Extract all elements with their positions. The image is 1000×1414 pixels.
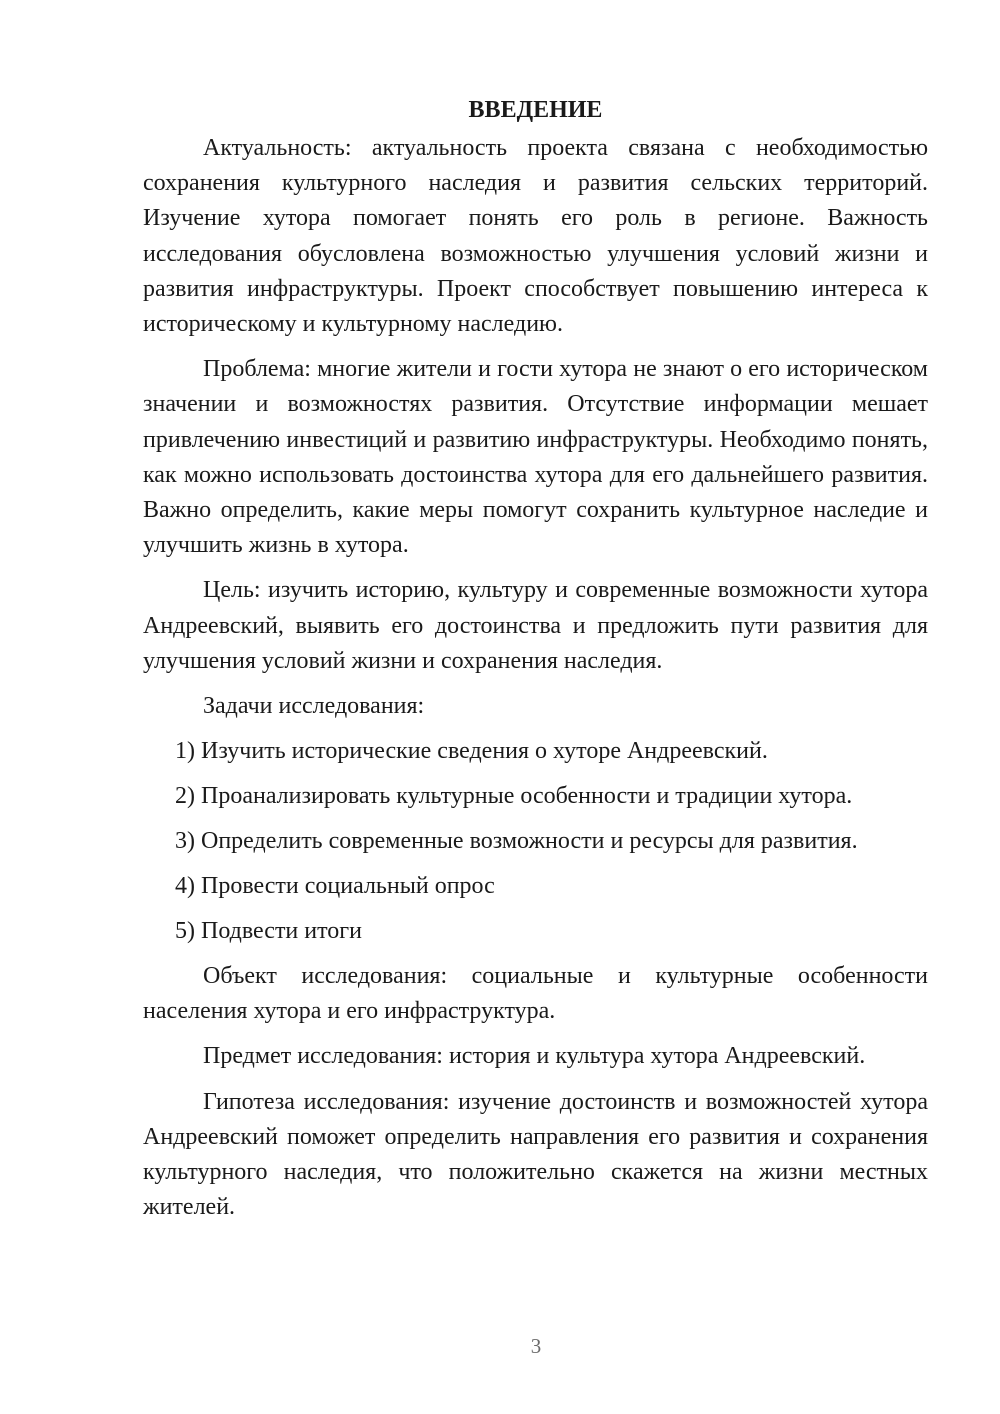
task-item: 2) Проанализировать культурные особенности и традиции хутора. <box>175 783 853 810</box>
subject-paragraph: Предмет исследования: история и культура хутора Андреевский. <box>203 1043 866 1070</box>
task-item: 4) Провести социальный опрос <box>175 873 495 900</box>
page-content <box>143 93 928 1225</box>
task-item: 5) Подвести итоги <box>175 918 362 945</box>
hypothesis-paragraph: Гипотеза исследования: изучение достоинств и возможностей хутора Андреевский поможет определить направления его развития и сохранения культурного наследия, что положительно скажется на жизни местных жителей. <box>143 1088 928 1221</box>
relevance-paragraph: Актуальность: актуальность проекта связана с необходимостью сохранения культурного наследия и развития сельских территорий. Изучение хутора помогает понять его роль в регионе. Важность исследования обусловлена возможностью улучшения условий жизни и развития инфраструктуры. Проект способствует повышению интереса к историческому и культурному наследию. <box>143 135 928 338</box>
tasks-heading: Задачи исследования: <box>203 693 425 720</box>
task-item: 3) Определить современные возможности и ресурсы для развития. <box>175 828 858 855</box>
tasks-list <box>143 734 928 949</box>
task-item: 1) Изучить исторические сведения о хуторе Андреевский. <box>175 738 768 765</box>
goal-paragraph: Цель: изучить историю, культуру и современные возможности хутора Андреевский, выявить его достоинства и предложить пути развития для улучшения условий жизни и сохранения наследия. <box>143 577 928 674</box>
page-title: ВВЕДЕНИЕ <box>468 97 603 123</box>
object-paragraph: Объект исследования: социальные и культурные особенности населения хутора и его инфраструктура. <box>143 963 928 1025</box>
problem-paragraph: Проблема: многие жители и гости хутора не знают о его историческом значении и возможностях развития. Отсутствие информации мешает привлечению инвестиций и развитию инфраструктуры. Необходимо понять, как можно использовать достоинства хутора для его дальнейшего развития. Важно определить, какие меры помогут сохранить культурное наследие и улучшить жизнь в хутора. <box>143 356 928 559</box>
page-number: 3 <box>530 1334 542 1358</box>
